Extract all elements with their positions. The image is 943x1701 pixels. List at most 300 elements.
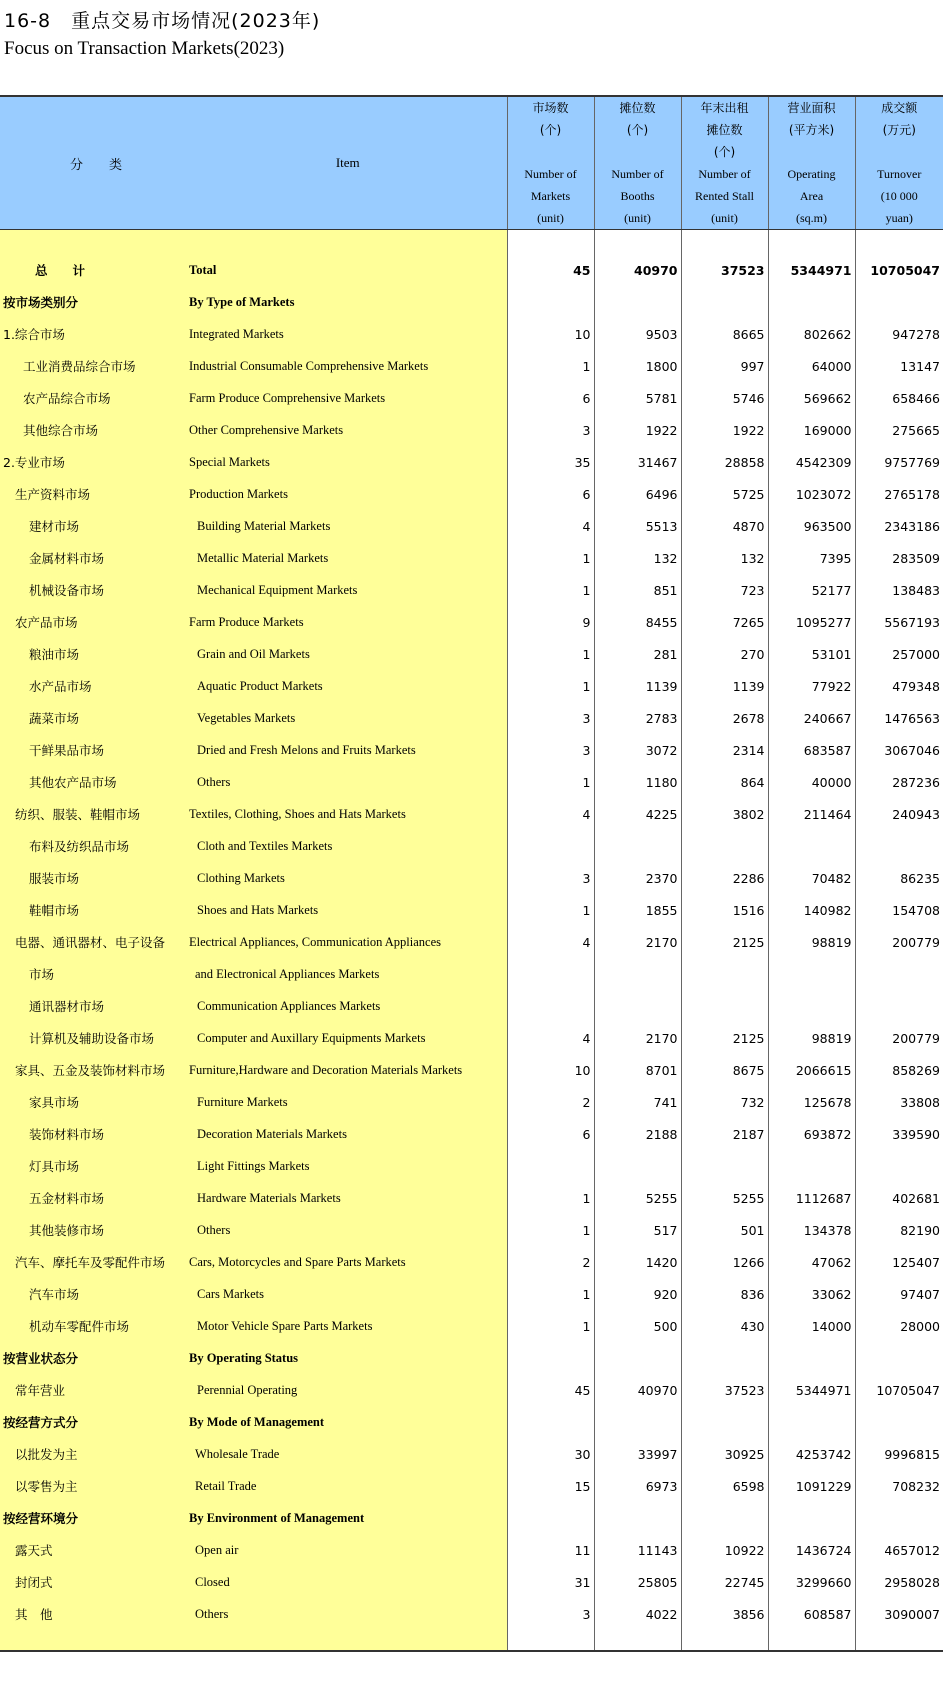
row-category-cn: 机械设备市场 [0,574,189,606]
table-row [0,414,943,446]
row-category-cn: 市场 [0,958,189,990]
row-category-cn: 1.综合市场 [0,318,189,350]
cell-turnover-value: 200779 [855,1022,943,1054]
table-row [0,1086,943,1118]
cell-turnover-value: 33808 [855,1086,943,1118]
cell-booths-count [594,990,681,1022]
row-item-en: Industrial Consumable Comprehensive Markets [189,350,507,382]
row-category-cn: 家具、五金及装饰材料市场 [0,1054,189,1086]
spacer-row [0,230,943,255]
table-row [0,446,943,478]
table-row [0,1278,943,1310]
cell-booths-count [594,830,681,862]
table-row [0,1054,943,1086]
row-category-cn: 以批发为主 [0,1438,189,1470]
row-category-cn: 灯具市场 [0,1150,189,1182]
row-item-en: Production Markets [189,478,507,510]
cell-booths-count: 2170 [594,926,681,958]
header-en-line: Turnover [877,167,922,181]
cell-turnover-value: 125407 [855,1246,943,1278]
row-category-cn: 水产品市场 [0,670,189,702]
row-item-en: Mechanical Equipment Markets [189,574,507,606]
cell-rented-stalls-count [681,286,768,318]
cell-rented-stalls-count [681,1150,768,1182]
cell-booths-count [594,1342,681,1374]
cell-rented-stalls-count: 430 [681,1310,768,1342]
header-col-turnover [855,96,943,230]
cell-booths-count: 2188 [594,1118,681,1150]
table-row [0,1598,943,1630]
cell-booths-count: 1855 [594,894,681,926]
cell-booths-count: 1139 [594,670,681,702]
table-row [0,382,943,414]
cell-turnover-value: 154708 [855,894,943,926]
header-en-line: (sq.m) [796,211,827,225]
row-item-en: By Operating Status [189,1342,507,1374]
cell-rented-stalls-count: 3856 [681,1598,768,1630]
table-row [0,1246,943,1278]
cell-booths-count: 33997 [594,1438,681,1470]
cell-rented-stalls-count: 30925 [681,1438,768,1470]
cell-operating-area-value: 47062 [768,1246,855,1278]
cell-operating-area-value: 569662 [768,382,855,414]
cell-markets-count: 1 [507,894,594,926]
cell-turnover-value [855,990,943,1022]
cell-rented-stalls-count: 28858 [681,446,768,478]
cell-markets-count: 1 [507,1214,594,1246]
cell-markets-count: 1 [507,1182,594,1214]
cell-operating-area-value: 5344971 [768,254,855,286]
row-item-en: Others [189,1598,507,1630]
cell-markets-count: 2 [507,1086,594,1118]
cell-markets-count: 4 [507,1022,594,1054]
row-item-en: Building Material Markets [189,510,507,542]
cell-rented-stalls-count [681,1502,768,1534]
cell-operating-area-value [768,990,855,1022]
cell-rented-stalls-count: 5746 [681,382,768,414]
header-en-line: Markets [530,189,571,203]
row-item-en: Cars, Motorcycles and Spare Parts Markets [189,1246,507,1278]
table-row [0,862,943,894]
header-cn-line [508,141,594,163]
cell-booths-count [594,1406,681,1438]
row-item-en: Metallic Material Markets [189,542,507,574]
row-category-cn: 五金材料市场 [0,1182,189,1214]
cell-booths-count [594,958,681,990]
row-category-cn: 农产品综合市场 [0,382,189,414]
header-en-line: (unit) [711,211,738,225]
cell-markets-count: 10 [507,318,594,350]
cell-markets-count: 3 [507,414,594,446]
row-category-cn: 常年营业 [0,1374,189,1406]
row-item-en: Motor Vehicle Spare Parts Markets [189,1310,507,1342]
cell-booths-count: 5255 [594,1182,681,1214]
cell-operating-area-value: 53101 [768,638,855,670]
table-row [0,830,943,862]
cell-turnover-value: 339590 [855,1118,943,1150]
cell-booths-count [594,1502,681,1534]
cell-markets-count: 6 [507,1118,594,1150]
row-item-en: Aquatic Product Markets [189,670,507,702]
cell-rented-stalls-count [681,1406,768,1438]
cell-markets-count [507,830,594,862]
cell-markets-count: 1 [507,542,594,574]
cell-markets-count [507,286,594,318]
table-row [0,670,943,702]
cell-operating-area-value: 1091229 [768,1470,855,1502]
cell-operating-area-value: 14000 [768,1310,855,1342]
cell-operating-area-value: 1112687 [768,1182,855,1214]
header-col-rented-stall [681,96,768,230]
cell-operating-area-value: 608587 [768,1598,855,1630]
header-cn-line: 年末出租 [700,101,749,115]
cell-operating-area-value: 4542309 [768,446,855,478]
cell-booths-count: 25805 [594,1566,681,1598]
cell-markets-count: 31 [507,1566,594,1598]
cell-markets-count: 4 [507,798,594,830]
cell-rented-stalls-count: 2125 [681,926,768,958]
row-category-cn: 计算机及辅助设备市场 [0,1022,189,1054]
cell-turnover-value [855,286,943,318]
row-item-en: Clothing Markets [189,862,507,894]
cell-markets-count: 6 [507,382,594,414]
cell-operating-area-value: 4253742 [768,1438,855,1470]
row-item-en: Perennial Operating [189,1374,507,1406]
cell-booths-count: 8701 [594,1054,681,1086]
table-row [0,318,943,350]
table-row [0,478,943,510]
table-row [0,350,943,382]
cell-rented-stalls-count: 37523 [681,1374,768,1406]
cell-operating-area-value: 211464 [768,798,855,830]
cell-turnover-value: 1476563 [855,702,943,734]
header-en-line: Operating [787,167,836,181]
cell-markets-count: 1 [507,1278,594,1310]
table-row [0,1150,943,1182]
table-row [0,702,943,734]
row-category-cn: 服装市场 [0,862,189,894]
cell-rented-stalls-count: 5725 [681,478,768,510]
cell-booths-count: 851 [594,574,681,606]
cell-operating-area-value: 40000 [768,766,855,798]
row-category-cn: 其他装修市场 [0,1214,189,1246]
row-item-en: Decoration Materials Markets [189,1118,507,1150]
row-category-cn: 布料及纺织品市场 [0,830,189,862]
cell-markets-count: 11 [507,1534,594,1566]
row-item-en: Grain and Oil Markets [189,638,507,670]
cell-rented-stalls-count: 270 [681,638,768,670]
cell-booths-count: 9503 [594,318,681,350]
cell-markets-count: 30 [507,1438,594,1470]
row-category-cn: 粮油市场 [0,638,189,670]
cell-operating-area-value [768,830,855,862]
header-cn-line: (平方米) [788,123,835,137]
cell-booths-count: 4022 [594,1598,681,1630]
header-cn-line [595,141,681,163]
header-item-en: Item [189,96,507,230]
row-category-cn: 其 他 [0,1598,189,1630]
cell-rented-stalls-count [681,830,768,862]
cell-turnover-value [855,1406,943,1438]
cell-markets-count: 3 [507,734,594,766]
cell-operating-area-value: 683587 [768,734,855,766]
table-row [0,254,943,286]
cell-booths-count: 5781 [594,382,681,414]
row-category-cn: 家具市场 [0,1086,189,1118]
row-category-cn: 农产品市场 [0,606,189,638]
statistics-table [0,95,943,1650]
cell-rented-stalls-count: 7265 [681,606,768,638]
cell-rented-stalls-count: 2286 [681,862,768,894]
cell-booths-count: 500 [594,1310,681,1342]
row-item-en: Dried and Fresh Melons and Fruits Markets [189,734,507,766]
cell-booths-count [594,1150,681,1182]
cell-operating-area-value: 7395 [768,542,855,574]
cell-operating-area-value [768,958,855,990]
cell-markets-count: 10 [507,1054,594,1086]
row-item-en: Special Markets [189,446,507,478]
cell-rented-stalls-count: 3802 [681,798,768,830]
cell-rented-stalls-count: 10922 [681,1534,768,1566]
cell-markets-count: 4 [507,510,594,542]
cell-operating-area-value: 52177 [768,574,855,606]
row-category-cn: 电器、通讯器材、电子设备 [0,926,189,958]
table-row [0,574,943,606]
cell-markets-count: 1 [507,766,594,798]
cell-rented-stalls-count: 2187 [681,1118,768,1150]
cell-turnover-value: 275665 [855,414,943,446]
header-en-line: yuan) [885,211,913,225]
cell-turnover-value: 2765178 [855,478,943,510]
row-category-cn: 建材市场 [0,510,189,542]
row-category-cn: 其他综合市场 [0,414,189,446]
row-category-cn: 机动车零配件市场 [0,1310,189,1342]
header-en-line: (unit) [624,211,651,225]
cell-markets-count: 1 [507,350,594,382]
cell-rented-stalls-count: 22745 [681,1566,768,1598]
cell-markets-count: 4 [507,926,594,958]
cell-rented-stalls-count: 1266 [681,1246,768,1278]
row-category-cn: 干鲜果品市场 [0,734,189,766]
row-item-en: Integrated Markets [189,318,507,350]
cell-turnover-value: 402681 [855,1182,943,1214]
cell-booths-count: 4225 [594,798,681,830]
table-row [0,606,943,638]
cell-turnover-value: 9757769 [855,446,943,478]
cell-rented-stalls-count: 4870 [681,510,768,542]
header-cn-line: (万元) [882,123,916,137]
table-row [0,766,943,798]
header-en-line: Number of [611,167,664,181]
header-en-line: Area [799,189,824,203]
cell-operating-area-value: 77922 [768,670,855,702]
cell-rented-stalls-count: 732 [681,1086,768,1118]
cell-turnover-value: 13147 [855,350,943,382]
row-item-en: Closed [189,1566,507,1598]
cell-markets-count [507,990,594,1022]
cell-markets-count [507,958,594,990]
table-row [0,798,943,830]
row-category-cn: 2.专业市场 [0,446,189,478]
row-category-cn: 纺织、服装、鞋帽市场 [0,798,189,830]
table-row [0,1374,943,1406]
cell-operating-area-value: 802662 [768,318,855,350]
cell-operating-area-value [768,286,855,318]
cell-turnover-value [855,830,943,862]
cell-turnover-value: 4657012 [855,1534,943,1566]
row-category-cn: 其他农产品市场 [0,766,189,798]
cell-booths-count: 920 [594,1278,681,1310]
cell-turnover-value: 200779 [855,926,943,958]
table-row [0,638,943,670]
header-cn-line: 摊位数 [619,101,656,115]
cell-operating-area-value: 70482 [768,862,855,894]
cell-operating-area-value: 98819 [768,926,855,958]
row-category-cn: 鞋帽市场 [0,894,189,926]
cell-rented-stalls-count [681,990,768,1022]
spacer-row [0,1630,943,1650]
cell-turnover-value: 287236 [855,766,943,798]
cell-markets-count: 1 [507,1310,594,1342]
row-category-cn: 汽车市场 [0,1278,189,1310]
cell-booths-count: 6496 [594,478,681,510]
row-item-en: Other Comprehensive Markets [189,414,507,446]
cell-turnover-value: 2343186 [855,510,943,542]
row-category-cn: 按经营环境分 [0,1502,189,1534]
row-item-en: By Mode of Management [189,1406,507,1438]
cell-turnover-value: 947278 [855,318,943,350]
header-en-line: (unit) [537,211,564,225]
table-row [0,958,943,990]
cell-rented-stalls-count: 6598 [681,1470,768,1502]
row-item-en: Cloth and Textiles Markets [189,830,507,862]
row-category-cn: 按营业状态分 [0,1342,189,1374]
cell-booths-count: 517 [594,1214,681,1246]
row-category-cn: 金属材料市场 [0,542,189,574]
cell-rented-stalls-count [681,958,768,990]
cell-rented-stalls-count: 997 [681,350,768,382]
table-row [0,734,943,766]
cell-turnover-value: 257000 [855,638,943,670]
table-row [0,1566,943,1598]
header-cn-line [769,141,855,163]
cell-booths-count: 1800 [594,350,681,382]
table-row [0,286,943,318]
header-cn-line: 营业面积 [787,101,836,115]
cell-rented-stalls-count: 1139 [681,670,768,702]
header-en-line: Rented Stall [695,189,754,203]
header-cn-line [856,141,943,163]
cell-turnover-value [855,1150,943,1182]
cell-rented-stalls-count: 501 [681,1214,768,1246]
cell-booths-count: 1180 [594,766,681,798]
cell-operating-area-value: 963500 [768,510,855,542]
row-category-cn: 工业消费品综合市场 [0,350,189,382]
row-item-en: By Environment of Management [189,1502,507,1534]
header-cn-line: 摊位数 [706,123,743,137]
cell-booths-count: 40970 [594,1374,681,1406]
cell-markets-count: 15 [507,1470,594,1502]
table-row [0,1406,943,1438]
row-category-cn: 通讯器材市场 [0,990,189,1022]
cell-rented-stalls-count: 5255 [681,1182,768,1214]
cell-turnover-value: 2958028 [855,1566,943,1598]
row-category-cn: 汽车、摩托车及零配件市场 [0,1246,189,1278]
cell-markets-count: 2 [507,1246,594,1278]
row-category-cn: 总 计 [0,254,189,286]
cell-booths-count: 741 [594,1086,681,1118]
cell-rented-stalls-count: 2314 [681,734,768,766]
cell-markets-count [507,1406,594,1438]
table-row [0,894,943,926]
header-en-line: Number of [524,167,577,181]
cell-booths-count: 1420 [594,1246,681,1278]
table-row [0,1342,943,1374]
cell-operating-area-value: 5344971 [768,1374,855,1406]
table-row [0,1118,943,1150]
table-row [0,1502,943,1534]
row-item-en: Farm Produce Markets [189,606,507,638]
row-item-en: Furniture,Hardware and Decoration Materials Markets [189,1054,507,1086]
table-row [0,542,943,574]
cell-turnover-value: 240943 [855,798,943,830]
cell-rented-stalls-count: 37523 [681,254,768,286]
cell-turnover-value: 86235 [855,862,943,894]
cell-turnover-value [855,958,943,990]
row-item-en: Light Fittings Markets [189,1150,507,1182]
cell-turnover-value: 82190 [855,1214,943,1246]
table-row [0,1438,943,1470]
cell-markets-count: 1 [507,574,594,606]
cell-turnover-value: 658466 [855,382,943,414]
table-row [0,1534,943,1566]
cell-booths-count: 2370 [594,862,681,894]
row-item-en: and Electronical Appliances Markets [189,958,507,990]
cell-turnover-value: 283509 [855,542,943,574]
row-category-cn: 封闭式 [0,1566,189,1598]
cell-operating-area-value: 240667 [768,702,855,734]
row-item-en: Vegetables Markets [189,702,507,734]
table-row [0,1310,943,1342]
cell-booths-count: 1922 [594,414,681,446]
cell-turnover-value: 97407 [855,1278,943,1310]
cell-turnover-value: 5567193 [855,606,943,638]
statistics-table-container [0,95,943,1650]
cell-turnover-value: 708232 [855,1470,943,1502]
table-row [0,1214,943,1246]
table-row [0,1182,943,1214]
cell-markets-count: 6 [507,478,594,510]
cell-rented-stalls-count: 723 [681,574,768,606]
row-category-cn: 按市场类别分 [0,286,189,318]
cell-rented-stalls-count: 836 [681,1278,768,1310]
header-en-line: (10 000 [880,189,918,203]
row-category-cn: 生产资料市场 [0,478,189,510]
cell-turnover-value [855,1502,943,1534]
header-col-markets [507,96,594,230]
cell-turnover-value: 3067046 [855,734,943,766]
row-item-en: Open air [189,1534,507,1566]
cell-rented-stalls-count: 8675 [681,1054,768,1086]
row-category-cn: 装饰材料市场 [0,1118,189,1150]
row-item-en: Farm Produce Comprehensive Markets [189,382,507,414]
cell-markets-count: 3 [507,702,594,734]
row-item-en: Total [189,254,507,286]
cell-rented-stalls-count: 132 [681,542,768,574]
cell-markets-count: 35 [507,446,594,478]
table-row [0,510,943,542]
cell-turnover-value: 858269 [855,1054,943,1086]
